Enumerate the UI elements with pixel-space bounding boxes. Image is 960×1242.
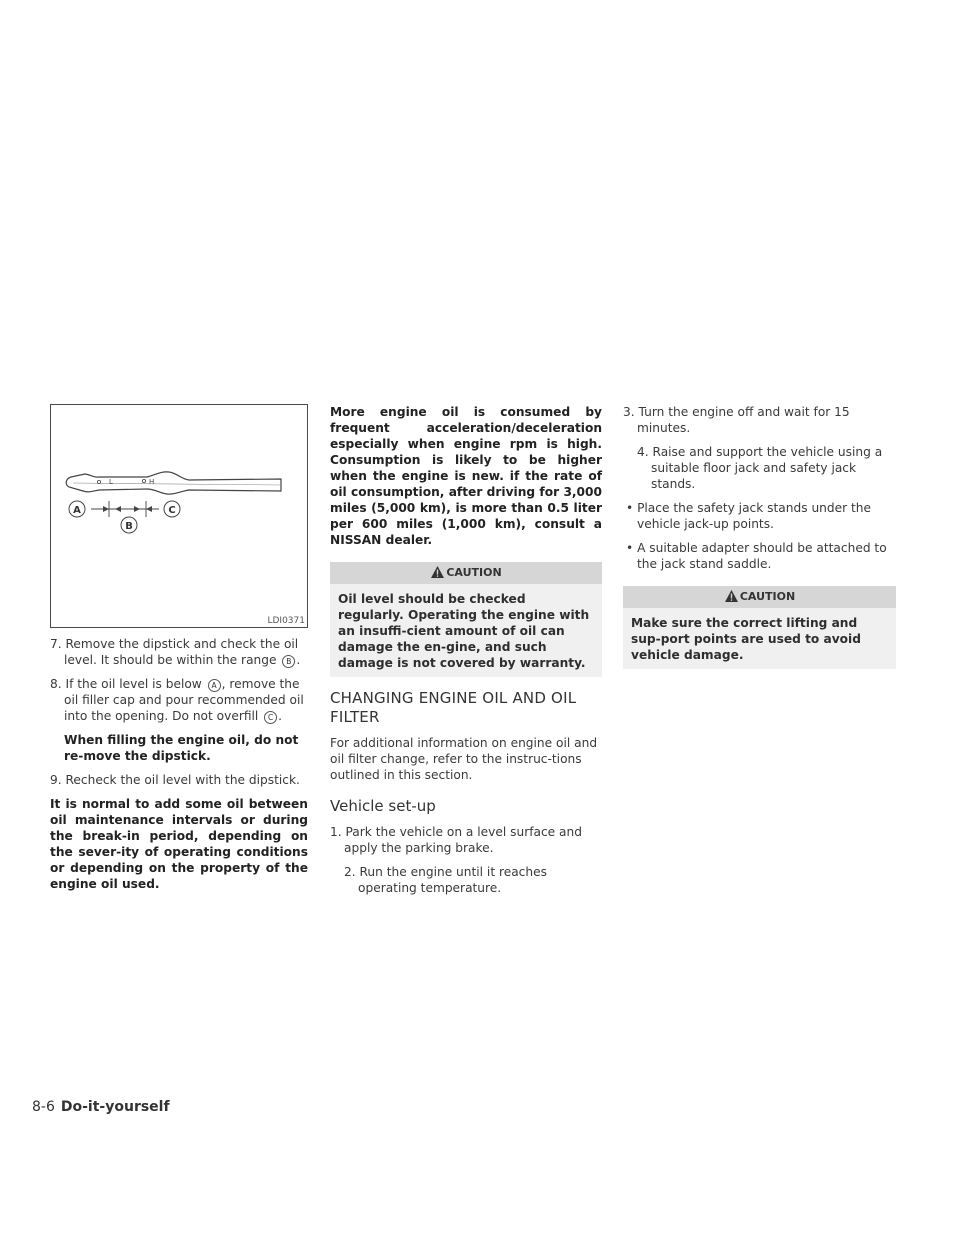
warning-triangle-icon: [430, 565, 445, 587]
warning-triangle-icon: [724, 589, 739, 611]
column-3: [623, 404, 896, 681]
dipstick-diagram: [51, 405, 307, 627]
dipstick-mark-l: L: [109, 478, 113, 486]
caution-box-lifting: [623, 586, 896, 669]
step-4: 4. Raise and support the vehicle using a suitable floor jack and safety jack stands.: [637, 445, 883, 491]
step-8-note: When filling the engine oil, do not re-move the dipstick.: [64, 733, 299, 763]
step-2: 2. Run the engine until it reaches operating temperature.: [344, 865, 547, 895]
ref-b-marker: B: [282, 655, 295, 668]
caution-header: CAUTION: [330, 562, 602, 584]
section-intro: For additional information on engine oil and oil filter change, refer to the instruc-tions outlined in this section.: [330, 736, 598, 782]
figure-code: LDI0371: [267, 616, 305, 626]
bullet-jack-stands: • Place the safety jack stands under the vehicle jack-up points.: [626, 501, 872, 531]
step-9: 9. Recheck the oil level with the dipstick.: [50, 773, 300, 787]
caution-header: CAUTION: [623, 586, 896, 608]
callout-b: B: [125, 521, 133, 532]
consumption-note: More engine oil is consumed by frequent acceleration/deceleration especially when engine rpm is high. Consumption is likely to be higher when the engine is new. if the rate of oil consumption, after driving for 3,000 miles (5,000 km), is more than 0.5 liter per 600 miles (1,000 km), consult a NISSAN dealer.: [330, 405, 602, 547]
dipstick-figure: [50, 404, 308, 628]
page-number: 8-6: [32, 1099, 55, 1115]
caution-box-oil-level: [330, 562, 602, 677]
ref-a-marker: A: [208, 679, 221, 692]
dipstick-mark-h: H: [149, 478, 155, 486]
section-heading: CHANGING ENGINE OIL AND OIL FILTER: [330, 689, 577, 726]
step-8: 8. If the oil level is below A , remove the oil filler cap and pour recommended oil into the opening. Do not overfill C .: [50, 677, 304, 723]
callout-a: A: [73, 505, 81, 516]
column-1: [50, 404, 308, 900]
bullet-adapter: • A suitable adapter should be attached to the jack stand saddle.: [626, 541, 887, 571]
page-footer: [32, 1099, 170, 1115]
column-2: [330, 404, 602, 904]
step-3: 3. Turn the engine off and wait for 15 minutes.: [623, 405, 850, 435]
normal-oil-note: It is normal to add some oil between oil maintenance intervals or during the break-in period, depending on the sever-ity of operating conditions or depending on the property of the engine oil used.: [50, 797, 308, 891]
caution-text: Oil level should be checked regularly. Operating the engine with an insuffi-cient amount of oil can damage the en-gine, and such damage is not covered by warranty.: [338, 592, 590, 670]
subsection-heading: Vehicle set-up: [330, 797, 436, 815]
step-1: 1. Park the vehicle on a level surface and apply the parking brake.: [330, 825, 582, 855]
callout-c: C: [168, 505, 176, 516]
step-7: 7. Remove the dipstick and check the oil level. It should be within the range B .: [50, 637, 301, 667]
ref-c-marker: C: [264, 711, 277, 724]
caution-text: Make sure the correct lifting and sup-port points are used to avoid vehicle damage.: [631, 616, 861, 662]
section-name: Do-it-yourself: [60, 1099, 170, 1115]
